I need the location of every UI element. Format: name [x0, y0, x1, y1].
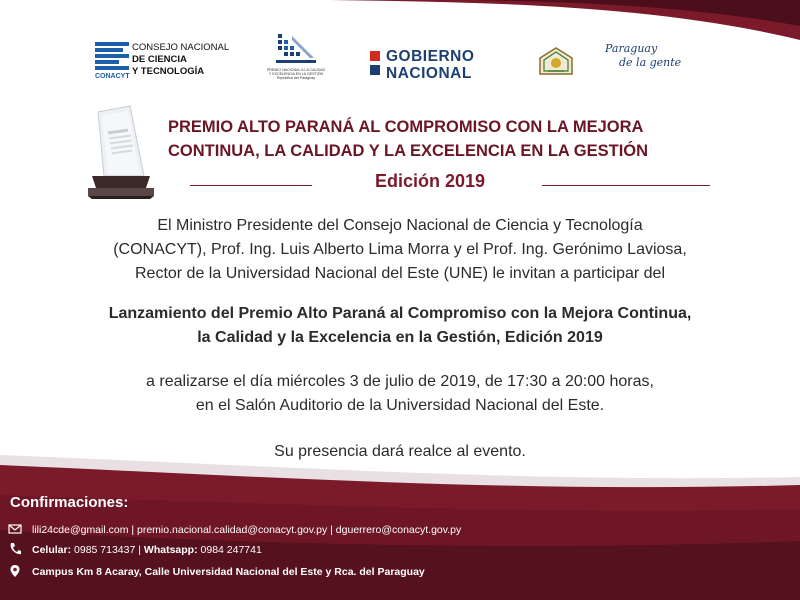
whatsapp-label: Whatsapp:: [143, 544, 198, 556]
phone-separator: |: [138, 544, 141, 556]
edition-divider-left: [190, 185, 312, 186]
intro-line: El Ministro Presidente del Consejo Nacional de Ciencia y Tecnología: [157, 217, 643, 234]
edition-row: [190, 170, 710, 198]
award-title: [168, 115, 708, 163]
confirmations-title: Confirmaciones:: [10, 494, 129, 511]
gobierno-nacional-logo: [370, 47, 500, 83]
flag-icon: [370, 51, 380, 79]
conacyt-line1: CONSEJO NACIONAL: [132, 42, 230, 53]
emails-text[interactable]: lili24cde@gmail.com | premio.nacional.calidad@conacyt.gov.py | dguerrero@conacyt.gov.py: [32, 524, 462, 536]
une-seal-logo: [536, 44, 576, 80]
premio-nacional-logo: [266, 32, 326, 82]
conacyt-abbr: CONACYT: [95, 73, 130, 80]
premio-logo-line1: PREMIO NACIONAL A LA CALIDAD: [266, 68, 326, 72]
gobierno-line2: NACIONAL: [386, 65, 472, 82]
premio-logo-line2: Y EXCELENCIA EN LA GESTIÓN: [268, 72, 324, 76]
whatsapp-number[interactable]: 0984 247741: [200, 544, 262, 556]
contact-emails: [8, 522, 461, 538]
gobierno-line1: GOBIERNO: [386, 48, 475, 65]
premio-logo-line3: República del Paraguay: [276, 76, 316, 80]
award-title-line2: CONTINUA, LA CALIDAD Y LA EXCELENCIA EN LA GESTIÓN: [168, 142, 649, 160]
event-line: la Calidad y la Excelencia en la Gestión, Edición 2019: [197, 329, 603, 346]
event-date-place: [20, 370, 780, 418]
trophy-icon: [84, 104, 158, 200]
paraguay-de-la-gente-logo: [605, 42, 695, 78]
presence-note: Su presencia dará realce al evento.: [274, 443, 526, 460]
contact-phones: [8, 542, 262, 558]
conacyt-logo-icon: [95, 42, 129, 72]
phone-number[interactable]: 0985 713437: [74, 544, 136, 556]
edition-label: Edición 2019: [374, 171, 486, 191]
location-pin-icon: [8, 564, 22, 578]
intro-line: (CONACYT), Prof. Ing. Luis Alberto Lima Morra y el Prof. Ing. Gerónimo Laviosa,: [113, 241, 687, 258]
address-text: Campus Km 8 Acaray, Calle Universidad Nacional del Este y Rca. del Paraguay: [32, 566, 425, 578]
place-line: en el Salón Auditorio de la Universidad Nacional del Este.: [195, 397, 605, 414]
paraguay-line2: de la gente: [619, 56, 682, 69]
invitation-intro: [20, 214, 780, 286]
award-title-line1: PREMIO ALTO PARANÁ AL COMPROMISO CON LA MEJORA: [168, 118, 644, 136]
date-line: a realizarse el día miércoles 3 de julio de 2019, de 17:30 a 20:00 horas,: [146, 373, 654, 390]
une-seal-icon: [536, 44, 576, 80]
conacyt-logo: [95, 40, 235, 80]
conacyt-line3: Y TECNOLOGÍA: [132, 66, 205, 77]
conacyt-line2: DE CIENCIA: [132, 54, 187, 65]
event-line: Lanzamiento del Premio Alto Paraná al Compromiso con la Mejora Continua,: [108, 305, 692, 322]
premio-nacional-logo-icon: [266, 32, 326, 68]
envelope-icon: [8, 522, 22, 536]
contact-address: [8, 564, 425, 580]
phone-label: Celular:: [32, 544, 72, 556]
event-name: [20, 302, 780, 350]
edition-divider-right: [542, 185, 710, 186]
partner-logos: [0, 28, 800, 88]
paraguay-line1: Paraguay: [605, 42, 658, 55]
intro-line: Rector de la Universidad Nacional del Este (UNE) le invitan a participar del: [134, 265, 666, 282]
phone-icon: [8, 542, 22, 556]
